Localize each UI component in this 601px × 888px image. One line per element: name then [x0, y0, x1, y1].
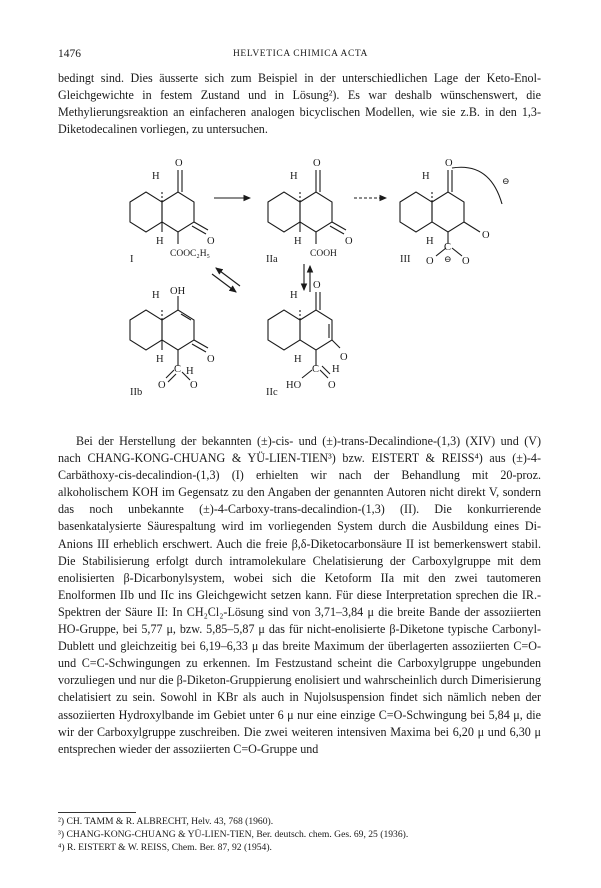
atom-label: H [156, 354, 164, 365]
atom-label: H [290, 171, 298, 182]
minus-charge: ⊖ [444, 254, 452, 264]
structure-IIa [268, 170, 346, 244]
structure-IIb [130, 296, 208, 382]
atom-label: O [313, 158, 321, 169]
footnote-rule [58, 812, 136, 813]
atom-label: O [207, 236, 215, 247]
atom-label: H [152, 290, 160, 301]
page-number: 1476 [58, 48, 81, 60]
ester-group: COOC₂H₅ [170, 249, 210, 259]
journal-title: HELVETICA CHIMICA ACTA [232, 49, 369, 59]
atom-label: O [445, 158, 453, 169]
running-header [58, 48, 543, 64]
atom-label: OH [170, 286, 186, 297]
atom-label: H [294, 354, 302, 365]
atom-label: C [444, 242, 452, 253]
compound-label-IIc: IIc [266, 387, 278, 397]
atom-label: HO [286, 380, 302, 391]
arrow-IIa-to-IIb [216, 268, 240, 286]
compound-label-III: III [400, 254, 411, 265]
structure-IIc [268, 292, 340, 378]
atom-label: H [152, 171, 160, 182]
minus-charge: ⊖ [502, 176, 510, 186]
atom-label: H [156, 236, 164, 247]
footnote-3: ³) CHANG-KONG-CHUANG & YÜ-LIEN-TIEN, Ber. deutsch. chem. Ges. 69, 25 (1936). [58, 829, 409, 840]
atom-label: O [462, 256, 470, 267]
atom-label: H [422, 171, 430, 182]
atom-label: O [426, 256, 434, 267]
reaction-scheme [90, 152, 530, 397]
atom-label: H [332, 364, 340, 375]
atom-label: O [482, 230, 490, 241]
atom-label: O [340, 352, 348, 363]
footnote-4: ⁴) R. EISTERT & W. REISS, Chem. Ber. 87, 92 (1954). [58, 842, 272, 853]
compound-label-IIa: IIa [266, 254, 278, 265]
atom-label: H [290, 290, 298, 301]
atom-label: O [345, 236, 353, 247]
footnote-2: ²) CH. TAMM & R. ALBRECHT, Helv. 43, 768 (1960). [58, 816, 274, 827]
atom-label: C [312, 364, 320, 375]
atom-label: O [158, 380, 166, 391]
atom-label: C [174, 364, 182, 375]
atom-label: H [294, 236, 302, 247]
acid-group: COOH [310, 249, 337, 259]
atom-label: O [313, 280, 321, 291]
atom-label: O [328, 380, 336, 391]
main-paragraph: Bei der Herstellung der bekannten (±)-cis- und (±)-trans-Decalindione-(1,3) (XIV) und (V) nach CHANG-KONG-CHUANG & YÜ-LIEN-TIEN³) bzw. EISTERT & REISS⁴) aus (±)-4-Carbäthoxy-cis-decalindion-(1,3) (I) erhielten wir nach der Behandlung mit 20-proz. alkoholischem KOH im Gegensatz zu den Angaben der genannten Autoren nicht direkt V, sondern das noch unbekannte (±)-4-Carboxy-trans-decalindion-(1,3) (II). Die konkurrierende basenkatalysierte Säurespaltung wird im vorliegenden System durch die Ausbildung eines Di-Anions III erheblich erschwert. Auch die freie β,δ-Diketocarbonsäure II ist bemerkenswert stabil. Die Stabilisierung erfolgt durch intramolekulare Chelatisierung der Carboxylgruppe mit dem enolisierten β-Dicarbonylsystem, wobei sich die Ketoform IIa mit den zwei tautomeren Enolformen IIb und IIc ins Gleichgewicht setzen kann. Für diese Interpretation sprechen die IR.-Spektren der Säure II: In CH₂Cl₂-Lösung sind von 3,71–3,84 μ die breite Bande der assoziierten HO-Gruppe, bei 5,77 μ, bzw. 5,85–5,87 μ das für nicht-enolisierte β-Diketone typische Carbonyl-Dublett und gleichzeitig bei 6,19–6,33 μ das breite Maximum der überlagerten assoziierten C=O- und C=C-Schwingungen zu erkennen. Im Festzustand scheint die Carboxylgruppe ungebunden vorzuliegen und nur die β-Diketon-Gruppierung enolisiert und wahrscheinlich durch Dimerisierung chelatisiert zu sein. Sowohl in KBr als auch in Nujolsuspension findet sich nämlich neben der assoziierten Hydroxylbande im Gebiet unter 6 μ nur eine einzige C=O-Schwingung bei 5,84 μ, die wir der Carboxylgruppe zuschreiben. Die zwei weiteren intensiven Maxima bei 6,20 μ und 6,30 μ entsprechen wieder der assoziierten C=O-Gruppe und [58, 434, 541, 756]
atom-label: H [186, 366, 194, 377]
atom-label: O [175, 158, 183, 169]
compound-label-I: I [130, 254, 134, 265]
atom-label: H [426, 236, 434, 247]
intro-paragraph: bedingt sind. Dies äusserte sich zum Beispiel in der unterschiedlichen Lage der Keto-Enol-Gleichgewichte in festem Zustand und in Lösung²). Es war deshalb wünschenswert, die Methylierungsreaktion an einfacheren analogen bicyclischen Modellen, wie sie z.B. in den 1,3-Diketodecalinen vorliegen, zu untersuchen. [58, 71, 541, 137]
structure-I [130, 170, 208, 244]
compound-label-IIb: IIb [130, 387, 143, 397]
atom-label: O [190, 380, 198, 391]
atom-label: O [207, 354, 215, 365]
